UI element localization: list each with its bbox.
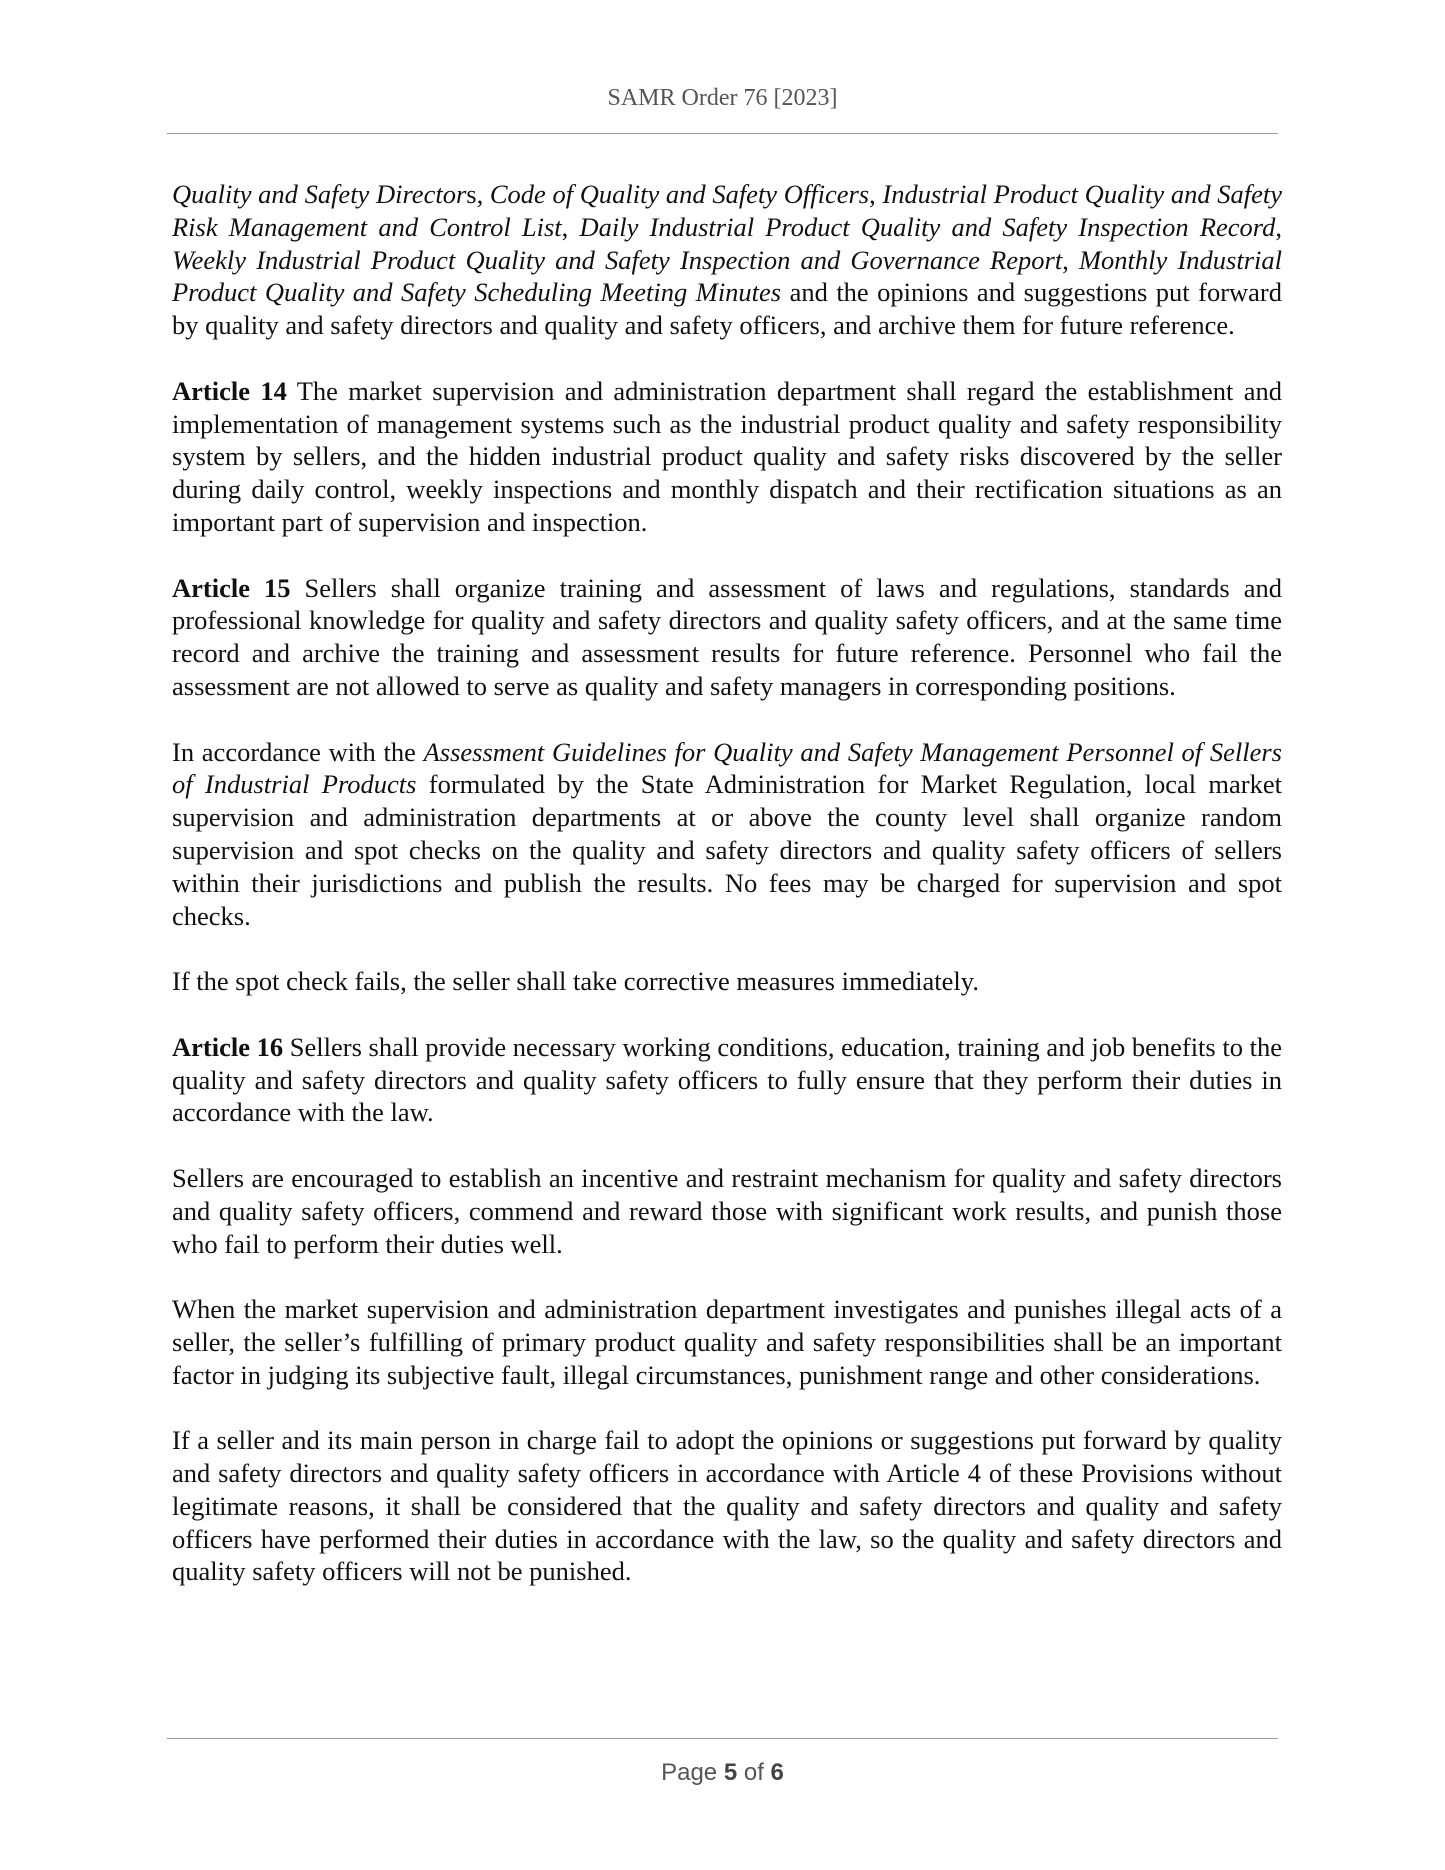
paragraph-article-15: Article 15 Sellers shall organize training and assessment of laws and regulations, standards and professional knowledge for quality and safety directors and quality safety officers, and at the same time record and archive the training and assessment results for future reference. Personnel who fail the assessment are not allowed to serve as quality and safety managers in corresponding positions.	[172, 572, 1282, 701]
paragraph-article-16: Article 16 Sellers shall provide necessary working conditions, education, training and job benefits to the quality and safety directors and quality safety officers to fully ensure that they perform their duties in accordance with the law.	[172, 1031, 1282, 1128]
footer-divider	[167, 1738, 1278, 1739]
paragraph-spot-check: If the spot check fails, the seller shall take corrective measures immediately.	[172, 966, 979, 997]
page-header: SAMR Order 76 [2023]	[607, 85, 838, 111]
article-16-heading: Article 16	[172, 1031, 284, 1062]
paragraph-article-14: Article 14 The market supervision and administration department shall regard the establishment and implementation of management systems such as the industrial product quality and safety responsibility system by sellers, and the hidden industrial product quality and safety risks discovered by the seller during daily control, weekly inspections and monthly dispatch and their rectification situations as an important part of supervision and inspection.	[172, 375, 1282, 537]
paragraph-no-punishment: If a seller and its main person in charge fail to adopt the opinions or suggestions put forward by quality and safety directors and quality safety officers in accordance with Article 4 of these Provisions without legitimate reasons, it shall be considered that the quality and safety directors and quality and safety officers have performed their duties in accordance with the law, so the quality and safety directors and quality safety officers will not be punished.	[172, 1425, 1282, 1587]
paragraph-investigation: When the market supervision and administration department investigates and punishes illegal acts of a seller, the seller’s fulfilling of primary product quality and safety responsibilities shall be an important factor in judging its subjective fault, illegal circumstances, punishment range and other considerations.	[172, 1294, 1282, 1390]
article-15-heading: Article 15	[172, 572, 291, 603]
paragraph-archive-records: Quality and Safety Directors, Code of Quality and Safety Officers, Industrial Product Quality and Safety Risk Management and Control List, Daily Industrial Product Quality and Safety Inspection Record, Weekly Industrial Product Quality and Safety Inspection and Governance Report, Monthly Industrial Product Quality and Safety Scheduling Meeting Minutes and the opinions and suggestions put forward by quality and safety directors and quality and safety officers, and archive them for future reference.	[172, 179, 1283, 341]
total-pages-number: 6	[770, 1759, 784, 1786]
document-body	[172, 178, 1282, 1621]
current-page-number: 5	[723, 1759, 738, 1786]
article-14-heading: Article 14	[172, 375, 287, 406]
paragraph-assessment-guidelines: In accordance with the Assessment Guidelines for Quality and Safety Management Personnel of Sellers of Industrial Products formulated by the State Administration for Market Regulation, local market supervision and administration departments at or above the county level shall organize random supervision and spot checks on the quality and safety directors and quality safety officers of sellers within their jurisdictions and publish the results. No fees may be charged for supervision and spot checks.	[172, 736, 1283, 931]
header-divider	[167, 133, 1278, 134]
page-footer: Page 5 of 6	[661, 1759, 784, 1786]
paragraph-incentive-mechanism: Sellers are encouraged to establish an incentive and restraint mechanism for quality and safety directors and quality safety officers, commend and reward those with significant work results, and punish those who fail to perform their duties well.	[172, 1162, 1282, 1259]
